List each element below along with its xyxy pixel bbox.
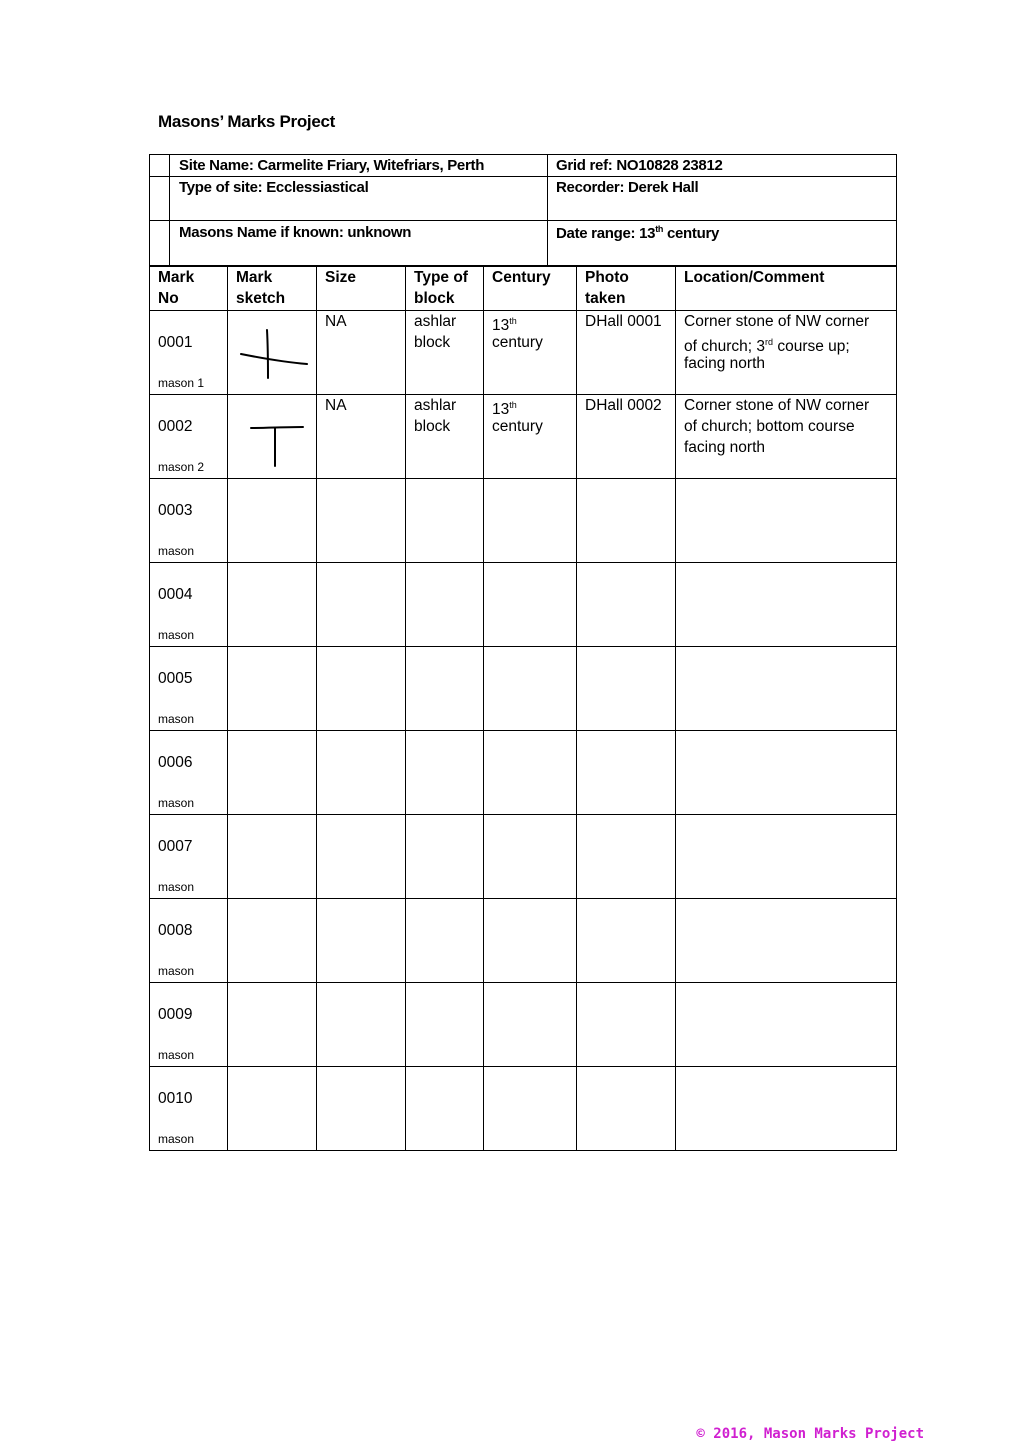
date-range-sup: th bbox=[655, 224, 664, 234]
photo-reference: DHall 0001 bbox=[585, 313, 662, 330]
header-middle-divider bbox=[547, 154, 548, 266]
mason-label: mason bbox=[158, 628, 195, 642]
location-comment-line3: facing north bbox=[684, 355, 765, 372]
column-header-line2: No bbox=[158, 290, 179, 307]
block-type-line1: ashlar bbox=[414, 397, 457, 414]
sketch-stroke bbox=[251, 427, 303, 428]
mark-number: 0006 bbox=[158, 754, 193, 771]
table-row-line bbox=[149, 982, 897, 983]
mark-number: 0008 bbox=[158, 922, 193, 939]
table-row-line bbox=[149, 1066, 897, 1067]
mark-number: 0010 bbox=[158, 1090, 193, 1107]
date-range-prefix: Date range: 13 bbox=[556, 225, 656, 242]
table-row-line bbox=[149, 562, 897, 563]
century-word: century bbox=[492, 418, 543, 435]
table-column-line bbox=[483, 266, 484, 1150]
century-suffix: th bbox=[509, 316, 517, 326]
table-row-line bbox=[149, 646, 897, 647]
size-value: NA bbox=[325, 313, 347, 330]
column-header-line1: Size bbox=[325, 269, 357, 286]
table-row-line bbox=[149, 478, 897, 479]
mason-label: mason bbox=[158, 880, 195, 894]
header-left-margin-line bbox=[169, 154, 170, 266]
column-header-line1: Type of bbox=[414, 269, 468, 286]
masons-name: Masons Name if known: unknown bbox=[179, 224, 412, 241]
photo-reference: DHall 0002 bbox=[585, 397, 662, 414]
mason-label: mason bbox=[158, 1132, 195, 1146]
page-title: Masons’ Marks Project bbox=[158, 112, 335, 131]
mark-sketch-tee bbox=[231, 402, 311, 472]
location-comment-line2 bbox=[684, 416, 855, 437]
mason-label: mason bbox=[158, 544, 195, 558]
location-sup: rd bbox=[765, 337, 774, 347]
mark-number: 0003 bbox=[158, 502, 193, 519]
mark-number: 0005 bbox=[158, 670, 193, 687]
column-header-line2: block bbox=[414, 290, 455, 307]
century-word: century bbox=[492, 334, 543, 351]
table-row-line bbox=[149, 730, 897, 731]
column-header-line1: Mark bbox=[158, 269, 195, 286]
table-column-line bbox=[227, 266, 228, 1150]
block-type-line1: ashlar bbox=[414, 313, 457, 330]
table-column-line bbox=[316, 266, 317, 1150]
century-digits: 13 bbox=[492, 401, 510, 419]
header-row-divider-2 bbox=[149, 220, 897, 221]
mark-number: 0001 bbox=[158, 334, 193, 351]
location-text: course up; bbox=[773, 338, 850, 356]
mark-number: 0004 bbox=[158, 586, 193, 603]
mason-label: mason bbox=[158, 712, 195, 726]
site-name: Site Name: Carmelite Friary, Witefriars, Perth bbox=[179, 157, 485, 174]
size-value: NA bbox=[325, 397, 347, 414]
recorder: Recorder: Derek Hall bbox=[556, 179, 699, 196]
copyright-footer: © 2016, Mason Marks Project bbox=[696, 1426, 924, 1442]
mason-label: mason bbox=[158, 796, 195, 810]
table-row-line bbox=[149, 814, 897, 815]
location-comment-line1: Corner stone of NW corner bbox=[684, 397, 870, 414]
mason-label: mason bbox=[158, 964, 195, 978]
column-header-line1: Century bbox=[492, 269, 551, 286]
column-header-line2: sketch bbox=[236, 290, 286, 307]
mason-label: mason bbox=[158, 1048, 195, 1062]
location-comment-line3: facing north bbox=[684, 439, 765, 456]
date-range-suffix: century bbox=[663, 225, 720, 242]
table-row-line bbox=[149, 898, 897, 899]
century-suffix: th bbox=[509, 400, 517, 410]
date-range bbox=[556, 224, 719, 242]
table-column-line bbox=[405, 266, 406, 1150]
mason-label: mason 1 bbox=[158, 376, 205, 390]
type-of-site: Type of site: Ecclessiastical bbox=[179, 179, 369, 196]
location-text: of church; bottom course bbox=[684, 418, 855, 435]
century-digits: 13 bbox=[492, 317, 510, 335]
mark-sketch-cross bbox=[231, 318, 311, 388]
location-text: of church; 3 bbox=[684, 338, 765, 356]
mark-number: 0007 bbox=[158, 838, 193, 855]
column-header-line1: Location/Comment bbox=[684, 269, 825, 286]
table-column-line bbox=[576, 266, 577, 1150]
block-type-line2: block bbox=[414, 334, 451, 351]
mark-number: 0002 bbox=[158, 418, 193, 435]
mason-label: mason 2 bbox=[158, 460, 205, 474]
mark-number: 0009 bbox=[158, 1006, 193, 1023]
column-header-line1: Photo bbox=[585, 269, 629, 286]
location-comment-line1: Corner stone of NW corner bbox=[684, 313, 870, 330]
block-type-line2: block bbox=[414, 418, 451, 435]
header-row-divider-1 bbox=[149, 176, 897, 177]
grid-ref: Grid ref: NO10828 23812 bbox=[556, 157, 723, 174]
table-column-line bbox=[675, 266, 676, 1150]
sketch-stroke bbox=[241, 354, 307, 364]
column-header-line1: Mark bbox=[236, 269, 273, 286]
sketch-stroke bbox=[267, 330, 268, 378]
column-header-line2: taken bbox=[585, 290, 626, 307]
